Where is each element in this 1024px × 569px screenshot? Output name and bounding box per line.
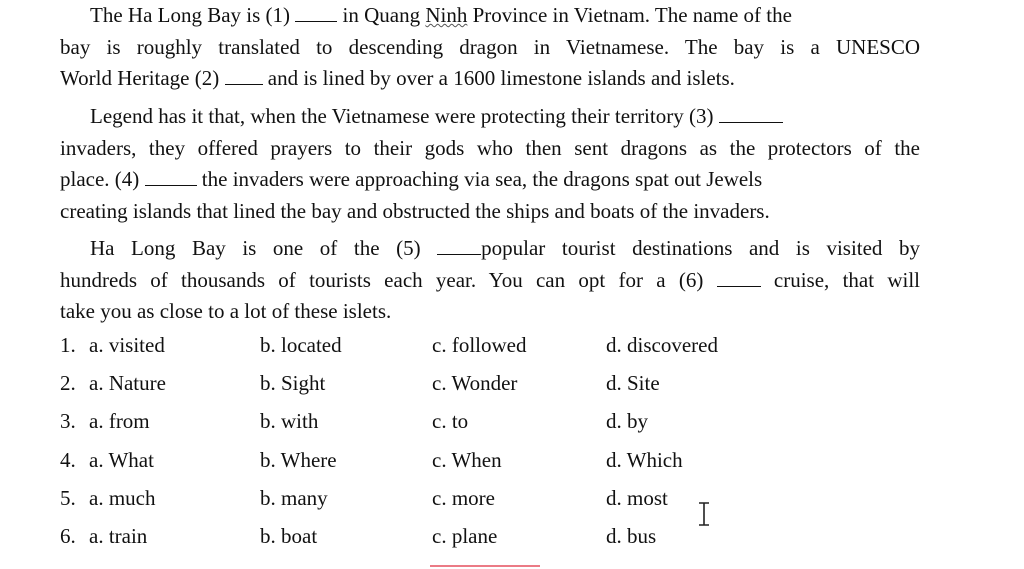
question-number: 2. bbox=[60, 371, 76, 396]
option-c[interactable]: c. followed bbox=[432, 333, 527, 357]
p2-line-2: invaders, they offered prayers to their gods who then sent dragons as the protectors of the bbox=[60, 135, 920, 160]
blank-3[interactable] bbox=[719, 104, 783, 123]
option-b[interactable]: b. Sight bbox=[260, 371, 326, 396]
p3-line-3: take you as close to a lot of these islets. bbox=[60, 299, 392, 323]
question-row bbox=[60, 371, 780, 409]
option-b[interactable]: b. Where bbox=[260, 447, 337, 472]
option-a[interactable]: a. visited bbox=[89, 333, 165, 357]
p2-line-1: Legend has it that, when the Vietnamese were protecting their territory (3) bbox=[60, 101, 920, 133]
blank-1[interactable] bbox=[295, 3, 337, 22]
spellcheck-mark bbox=[430, 565, 540, 567]
blank-2[interactable] bbox=[225, 66, 263, 85]
blank-5[interactable] bbox=[437, 236, 481, 255]
option-b[interactable]: b. many bbox=[260, 485, 328, 510]
paragraph-3 bbox=[60, 233, 920, 328]
question-row bbox=[60, 333, 780, 371]
paragraph-1 bbox=[60, 0, 920, 95]
option-d[interactable]: d. most bbox=[606, 485, 668, 510]
text-cursor-icon bbox=[697, 501, 711, 527]
option-d[interactable]: d. Site bbox=[606, 371, 660, 396]
p2-line-4: creating islands that lined the bay and obstructed the ships and boats of the invaders. bbox=[60, 198, 770, 223]
option-d[interactable]: d. discovered bbox=[606, 333, 718, 357]
option-b[interactable]: b. with bbox=[260, 409, 319, 434]
option-c[interactable]: c. more bbox=[432, 485, 495, 510]
option-a[interactable]: a. Nature bbox=[89, 371, 166, 396]
option-b[interactable]: b. located bbox=[260, 333, 342, 357]
option-c[interactable]: c. When bbox=[432, 447, 502, 472]
option-a[interactable]: a. much bbox=[89, 485, 156, 510]
option-c[interactable]: c. plane bbox=[432, 523, 498, 548]
blank-4[interactable] bbox=[145, 167, 197, 186]
option-c[interactable]: c. Wonder bbox=[432, 371, 518, 396]
question-row bbox=[60, 524, 780, 562]
question-number: 1. bbox=[60, 333, 76, 357]
paragraph-2 bbox=[60, 101, 920, 227]
option-d[interactable]: d. Which bbox=[606, 447, 683, 472]
option-a[interactable]: a. What bbox=[89, 447, 154, 472]
blank-6[interactable] bbox=[717, 268, 761, 287]
option-a[interactable]: a. from bbox=[89, 409, 150, 434]
question-number: 5. bbox=[60, 485, 76, 510]
question-number: 4. bbox=[60, 447, 76, 472]
p3-line-1: Ha Long Bay is one of the (5) popular tourist destinations and is visited by bbox=[90, 236, 921, 260]
question-number: 6. bbox=[60, 523, 76, 548]
question-number: 3. bbox=[60, 409, 76, 434]
spellcheck-word: Ninh bbox=[425, 3, 468, 27]
p1-line-1: The Ha Long Bay is (1) in Quang Ninh Province in Vietnam. The name of the bbox=[90, 3, 792, 27]
p3-line-2: hundreds of thousands of tourists each year. You can opt for a (6) cruise, that will bbox=[60, 267, 920, 292]
question-row bbox=[60, 409, 780, 447]
p1-line-2: bay is roughly translated to descending dragon in Vietnamese. The bay is a UNESCO bbox=[60, 34, 920, 59]
option-d[interactable]: d. by bbox=[606, 409, 648, 434]
option-a[interactable]: a. train bbox=[89, 523, 148, 548]
option-d[interactable]: d. bus bbox=[606, 523, 657, 548]
answer-options bbox=[60, 333, 780, 562]
option-b[interactable]: b. boat bbox=[260, 523, 318, 548]
option-c[interactable]: c. to bbox=[432, 409, 469, 434]
question-row bbox=[60, 486, 780, 524]
p1-line-3: World Heritage (2) and is lined by over a 1600 limestone islands and islets. bbox=[60, 66, 735, 90]
question-row bbox=[60, 448, 780, 486]
p2-line-3: place. (4) the invaders were approaching via sea, the dragons spat out Jewels bbox=[60, 167, 763, 191]
